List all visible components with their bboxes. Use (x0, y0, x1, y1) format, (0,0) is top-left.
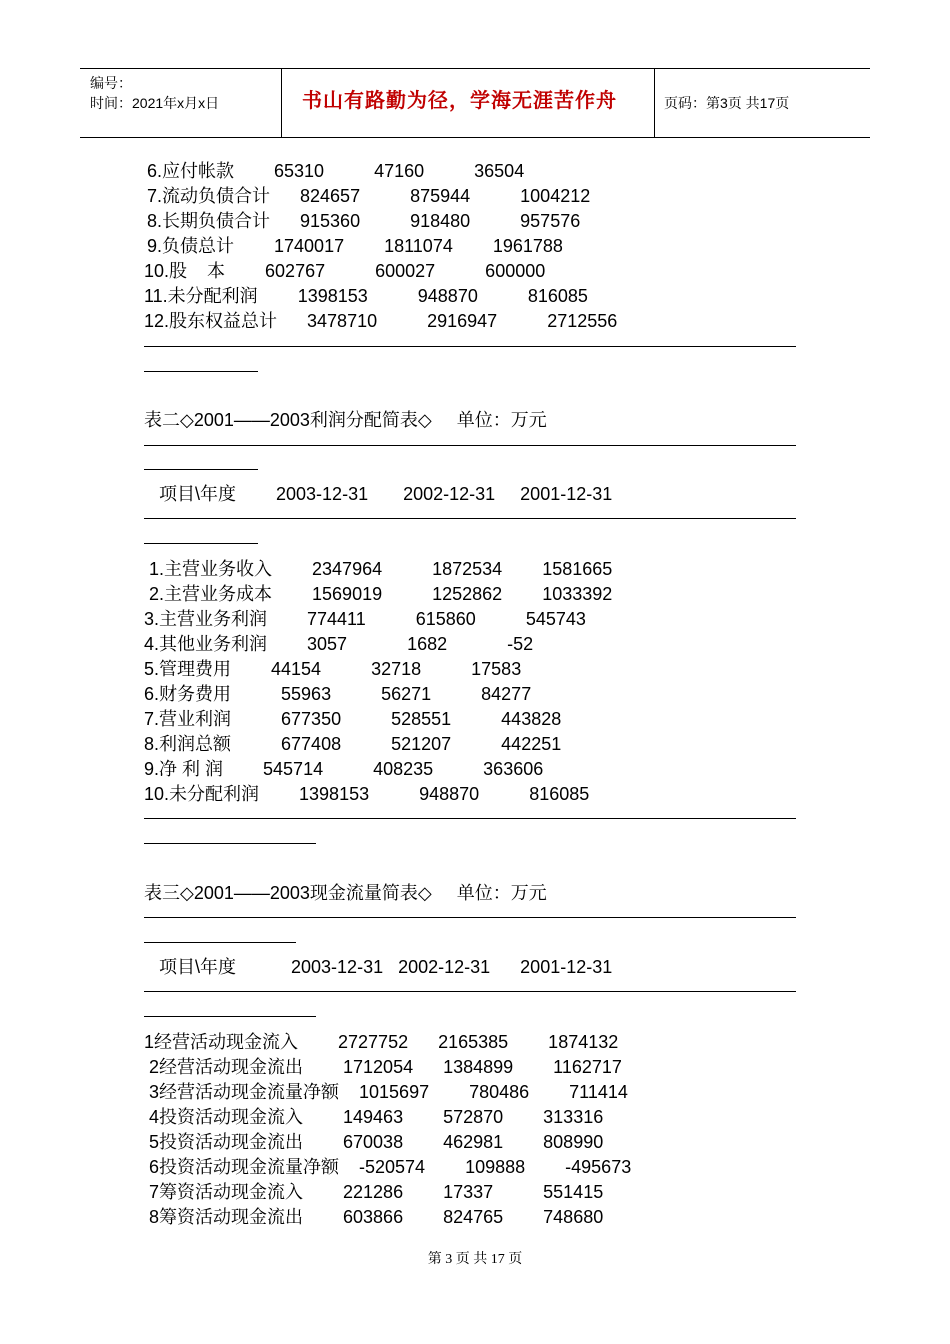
table3-row: 6投资活动现金流量净额 -520574 109888 -495673 (144, 1157, 632, 1177)
table1-row: 6.应付帐款 65310 47160 36504 (147, 161, 525, 181)
table3-row: 2经营活动现金流出 1712054 1384899 1162717 (144, 1057, 622, 1077)
table3-header: 项目\年度 2003-12-31 2002-12-31 2001-12-31 (144, 957, 613, 977)
table1-row: 11.未分配利润 1398153 948870 816085 (144, 286, 588, 306)
separator-line (144, 843, 316, 844)
table3-row: 5投资活动现金流出 670038 462981 808990 (144, 1132, 604, 1152)
table2-row: 1.主营业务收入 2347964 1872534 1581665 (144, 559, 613, 579)
table1-row: 10.股 本 602767 600027 600000 (144, 261, 546, 281)
separator-line (144, 518, 796, 519)
header-page-info: 页码：第3页 共17页 (664, 95, 790, 111)
table1-row: 12.股东权益总计 3478710 2916947 2712556 (144, 311, 618, 331)
table3-row: 1经营活动现金流入 2727752 2165385 1874132 (144, 1032, 619, 1052)
table1-row: 9.负债总计 1740017 1811074 1961788 (147, 236, 563, 256)
table2-row: 4.其他业务利润 3057 1682 -52 (144, 634, 534, 654)
table3-title: 表三◇2001——2003现金流量简表◇ 单位：万元 (144, 883, 547, 903)
table2-title: 表二◇2001——2003利润分配简表◇ 单位：万元 (144, 410, 547, 430)
separator-line (144, 942, 296, 943)
table2-row: 2.主营业务成本 1569019 1252862 1033392 (144, 584, 613, 604)
table3-row: 3经营活动现金流量净额 1015697 780486 711414 (144, 1082, 628, 1102)
table2-row: 8.利润总额 677408 521207 442251 (144, 734, 562, 754)
header-divider (654, 69, 655, 137)
separator-line (144, 1016, 316, 1017)
table3-row: 8筹资活动现金流出 603866 824765 748680 (144, 1207, 604, 1227)
separator-line (144, 818, 796, 819)
separator-line (144, 991, 796, 992)
separator-line (144, 445, 796, 446)
page-footer: 第 3 页 共 17 页 (427, 1252, 523, 1267)
separator-line (144, 543, 258, 544)
header-divider (281, 69, 282, 137)
table2-row: 9.净 利 润 545714 408235 363606 (144, 759, 544, 779)
table2-row: 5.管理费用 44154 32718 17583 (144, 659, 522, 679)
page-header (80, 68, 870, 138)
table2-row: 3.主营业务利润 774411 615860 545743 (144, 609, 586, 629)
separator-line (144, 346, 796, 347)
separator-line (144, 371, 258, 372)
table2-header: 项目\年度 2003-12-31 2002-12-31 2001-12-31 (144, 484, 613, 504)
separator-line (144, 469, 258, 470)
number-label: 编号： (90, 75, 132, 91)
table3-row: 7筹资活动现金流入 221286 17337 551415 (144, 1182, 604, 1202)
header-meta (90, 73, 219, 113)
table1-row: 8.长期负债合计 915360 918480 957576 (147, 211, 581, 231)
time-label: 时间：2021年x月x日 (90, 95, 220, 111)
table2-row: 6.财务费用 55963 56271 84277 (144, 684, 532, 704)
table2-row: 7.营业利润 677350 528551 443828 (144, 709, 562, 729)
table3-row: 4投资活动现金流入 149463 572870 313316 (144, 1107, 604, 1127)
table1-row: 7.流动负债合计 824657 875944 1004212 (147, 186, 591, 206)
table2-row: 10.未分配利润 1398153 948870 816085 (144, 784, 590, 804)
separator-line (144, 917, 796, 918)
header-motto: 书山有路勤为径，学海无涯苦作舟 (302, 90, 617, 112)
